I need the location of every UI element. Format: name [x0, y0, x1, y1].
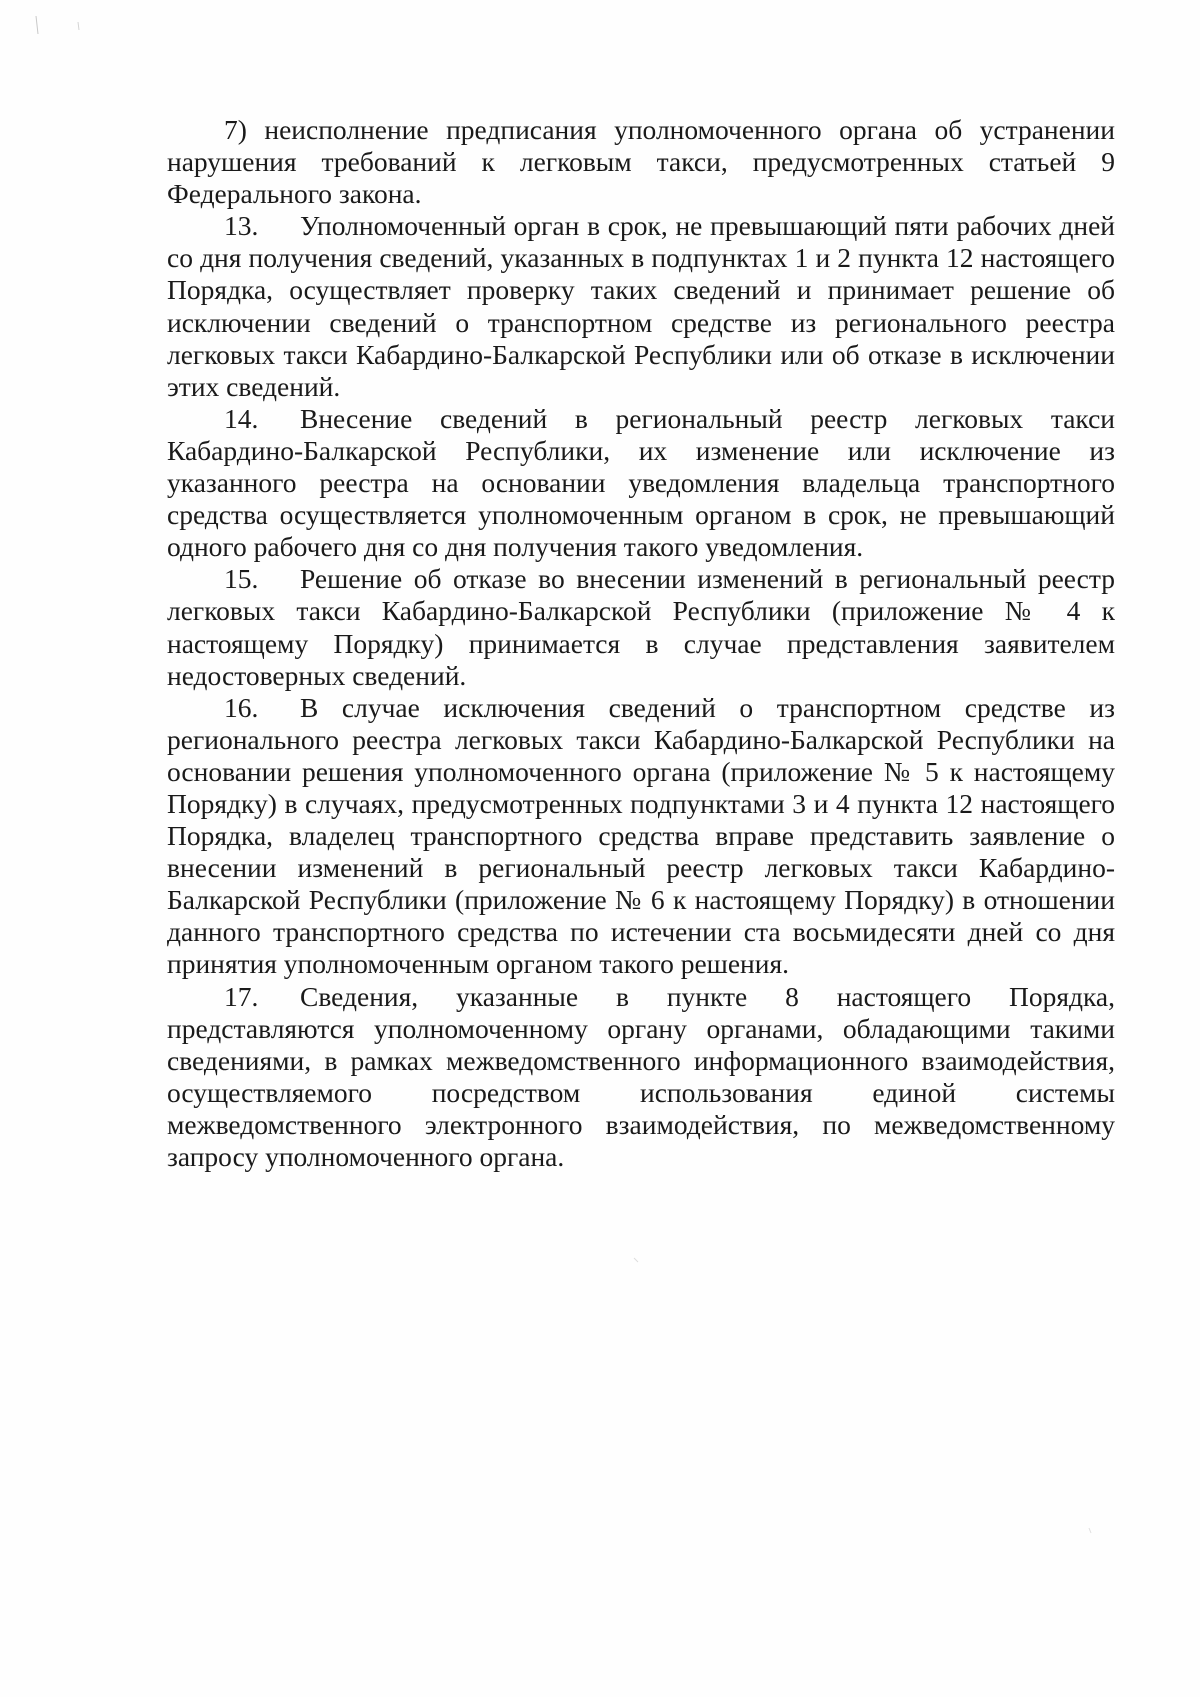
paragraph-number: 17.	[224, 980, 259, 1012]
paragraph-text: Внесение сведений в региональный реестр легковых такси Кабардино-Балкарской Республики, их изменение или исключение из указанного реестра на основании уведомления владельца транспортного средства осуществляется уполномоченным органом в срок, не превышающий одного рабочего дня со дня получения такого уведомления.	[167, 402, 1115, 563]
paragraph-number: 14.	[224, 402, 259, 434]
paragraph-15	[167, 563, 1115, 691]
paragraph-text: Уполномоченный орган в срок, не превышающий пяти рабочих дней со дня получения сведений, указанных в подпунктах 1 и 2 пункта 12 настоящего Порядка, осуществляет проверку таких сведений и принимает решение об исключении сведений о транспортном средстве из регионального реестра легковых такси Кабардино-Балкарской Республики или об отказе в исключении этих сведений.	[167, 210, 1115, 402]
paragraph-text: 7) неисполнение предписания уполномоченного органа об устранении нарушения требований к легковым такси, предусмотренных статьей 9 Федерального закона.	[167, 114, 1115, 210]
paragraph-text: Сведения, указанные в пункте 8 настоящего Порядка, представляются уполномоченному органу органами, обладающими такими сведениями, в рамках межведомственного информационного взаимодействия, осуществляемого посредством использования единой системы межведомственного электронного взаимодействия, по межведомственному запросу уполномоченного органа.	[167, 980, 1115, 1172]
scan-speck	[36, 16, 38, 34]
document-body	[167, 114, 1115, 1173]
paragraph-14	[167, 403, 1115, 563]
paragraph-16	[167, 692, 1115, 981]
paragraph-number: 15.	[224, 563, 259, 595]
paragraph-number: 13.	[224, 210, 259, 242]
paragraph-item-7	[167, 114, 1115, 210]
scan-speck	[78, 22, 79, 30]
scan-speck	[1089, 1528, 1091, 1533]
paragraph-17	[167, 981, 1115, 1174]
paragraph-text: Решение об отказе во внесении изменений в региональный реестр легковых такси Кабардино-Балкарской Республики (приложение № 4 к настоящему Порядку) принимается в случае представления заявителем недостоверных сведений.	[167, 563, 1115, 691]
paragraph-number: 16.	[224, 691, 259, 723]
scan-speck	[634, 1258, 638, 1262]
paragraph-13	[167, 210, 1115, 403]
paragraph-text: В случае исключения сведений о транспортном средстве из регионального реестра легковых такси Кабардино-Балкарской Республики на основании решения уполномоченного органа (приложение № 5 к настоящему Порядку) в случаях, предусмотренных подпунктами 3 и 4 пункта 12 настоящего Порядка, владелец транспортного средства вправе представить заявление о внесении изменений в региональный реестр легковых такси Кабардино-Балкарской Республики (приложение № 6 к настоящему Порядку) в отношении данного транспортного средства по истечении ста восьмидесяти дней со дня принятия уполномоченным органом такого решения.	[167, 691, 1115, 980]
